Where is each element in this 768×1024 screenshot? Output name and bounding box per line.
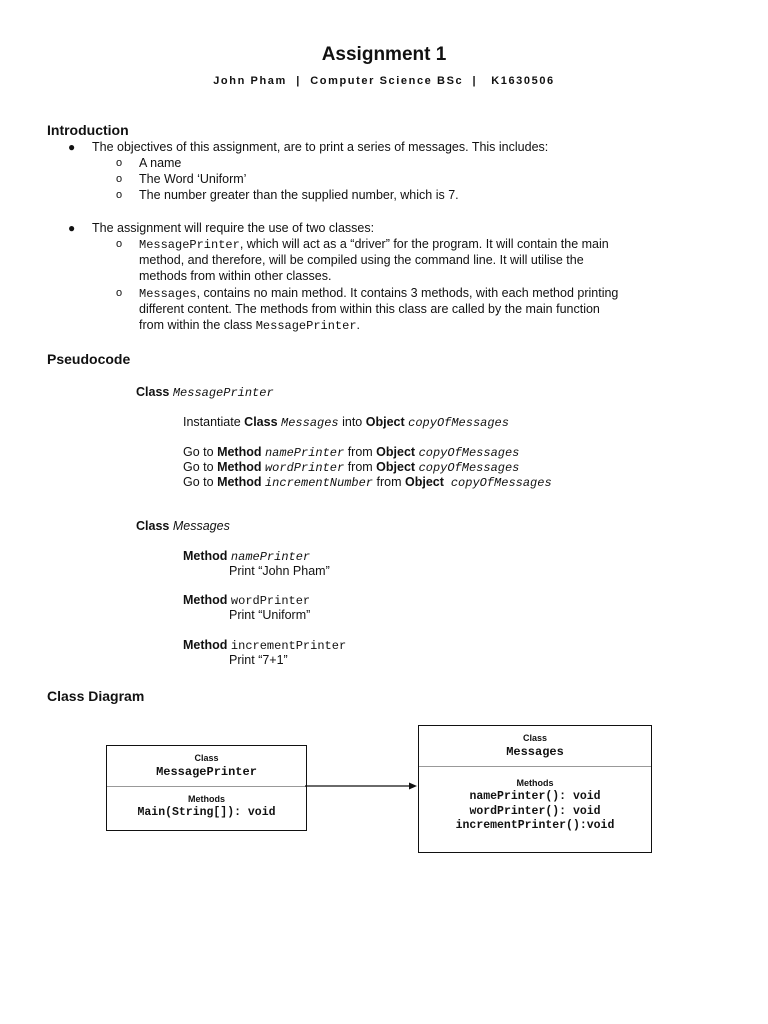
intro-bullet-2: The assignment will require the use of two classes: [92,221,375,235]
pseudo-method-line: Method wordPrinter [183,593,311,608]
circle-bullet-icon: o [116,189,123,201]
intro-sub-item-cont: from within the class MessagePrinter. [139,318,361,333]
method-signature: incrementPrinter():void [455,819,615,832]
pseudo-instantiate-line: Instantiate Class Messages into Object copyOfMessages [183,415,509,430]
introduction-heading: Introduction [47,122,129,138]
pseudo-print-line: Print “John Pham” [229,564,330,578]
intro-sub-item: The number greater than the supplied number, which is 7. [139,188,459,202]
intro-bullet-1: The objectives of this assignment, are to print a series of messages. This includes: [92,140,549,154]
pseudo-goto-line: Go to Method incrementNumber from Object copyOfMessages [183,475,552,490]
intro-sub-item: A name [139,156,182,170]
intro-sub-item-cont: different content. The methods from within this class are called by the main function [139,302,600,316]
class-box-messages [418,725,652,853]
divider [107,786,306,787]
method-signature: wordPrinter(): void [469,804,601,818]
association-arrow [305,778,420,794]
pseudo-print-line: Print “7+1” [229,653,288,667]
method-signature: Main(String[]): void [137,806,276,819]
intro-sub-item: Messages, contains no main method. It contains 3 methods, with each method printing [139,286,619,301]
code-class-name: Messages [139,287,197,301]
pseudo-class-line: Class MessagePrinter [136,385,274,400]
code-class-name: MessagePrinter [139,238,240,252]
circle-bullet-icon: o [116,287,123,299]
code-class-name: MessagePrinter [255,319,357,333]
author-line: John Pham | Computer Science BSc | K1630506 [213,75,555,87]
page-title: Assignment 1 [321,44,447,65]
pseudo-goto-line: Go to Method wordPrinter from Object copyOfMessages [183,460,520,475]
class-label: Class [522,733,548,743]
pseudocode-heading: Pseudocode [47,351,131,367]
methods-label: Methods [188,794,225,804]
pseudo-class-line: Class Messages [136,519,230,533]
divider [419,766,651,767]
class-name: MessagePrinter [156,765,257,779]
method-signature: namePrinter(): void [469,790,601,803]
bullet-icon: ● [68,221,76,235]
circle-bullet-icon: o [116,157,123,169]
methods-label: Methods [516,778,554,788]
intro-sub-item-cont: methods from within other classes. [139,269,332,283]
class-name: Messages [506,745,564,759]
pseudo-method-line: Method incrementPrinter [183,638,347,653]
pseudo-goto-line: Go to Method namePrinter from Object copyOfMessages [183,445,520,460]
intro-sub-item: The Word ‘Uniform’ [139,172,247,186]
class-label: Class [194,753,219,763]
class-diagram-heading: Class Diagram [47,688,145,704]
circle-bullet-icon: o [116,173,123,185]
intro-sub-item: MessagePrinter, which will act as a “driver” for the program. It will contain the main [139,237,609,252]
pseudo-method-line: Method namePrinter [183,549,311,564]
bullet-icon: ● [68,140,76,154]
pseudo-print-line: Print “Uniform” [229,608,311,622]
intro-sub-item-cont: method, and therefore, will be compiled using the command line. It will utilise the [139,253,584,267]
circle-bullet-icon: o [116,238,123,250]
class-box-messageprinter [106,745,307,831]
